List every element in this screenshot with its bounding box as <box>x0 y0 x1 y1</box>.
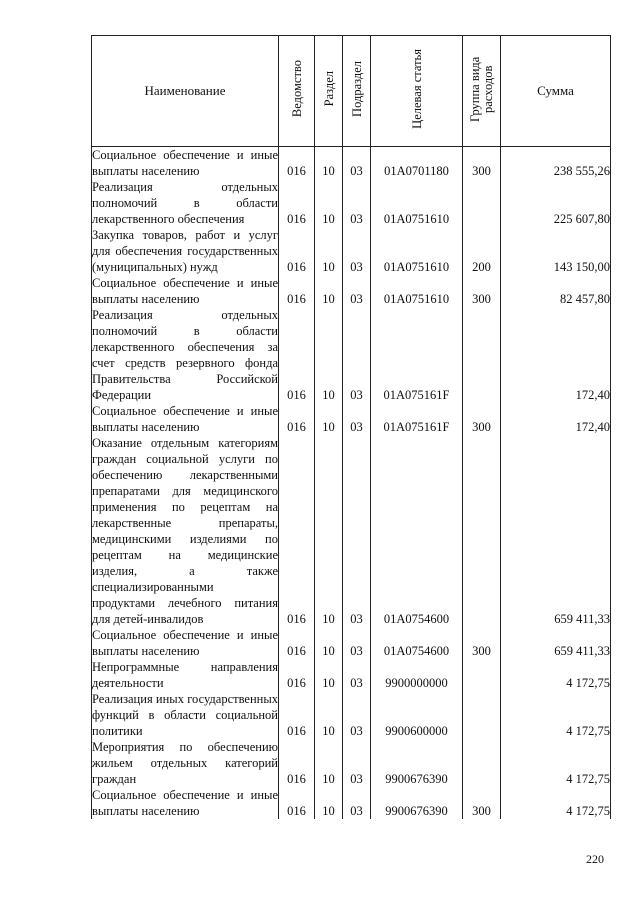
row-podrazdel: 03 <box>343 659 371 691</box>
row-podrazdel: 03 <box>343 227 371 275</box>
row-name: Мероприятия по обеспечению жильем отдельных категорий граждан <box>92 740 278 786</box>
row-sum: 172,40 <box>501 307 611 403</box>
row-target: 01А0754600 <box>371 627 463 659</box>
row-sum: 225 607,80 <box>501 179 611 227</box>
row-target: 9900000000 <box>371 659 463 691</box>
row-group <box>463 179 501 227</box>
row-sum: 4 172,75 <box>501 659 611 691</box>
row-group: 300 <box>463 403 501 435</box>
row-razdel: 10 <box>315 275 343 307</box>
table-row <box>92 739 611 787</box>
row-sum: 238 555,26 <box>501 147 611 180</box>
row-podrazdel: 03 <box>343 147 371 180</box>
row-vedomstvo: 016 <box>279 435 315 627</box>
table-row <box>92 627 611 659</box>
header-row <box>92 36 611 147</box>
row-target: 01А0751610 <box>371 227 463 275</box>
table-row <box>92 659 611 691</box>
row-target: 01А0701180 <box>371 147 463 180</box>
header-name: Наименование <box>92 36 279 147</box>
row-name: Реализация отдельных полномочий в области лекарственного обеспечения за счет средств резервного фонда Правительства Российской Федерации <box>92 308 278 402</box>
row-razdel: 10 <box>315 435 343 627</box>
row-razdel: 10 <box>315 691 343 739</box>
row-podrazdel: 03 <box>343 435 371 627</box>
table-row <box>92 227 611 275</box>
row-name: Социальное обеспечение и иные выплаты населению <box>92 628 278 658</box>
row-razdel: 10 <box>315 307 343 403</box>
row-group <box>463 435 501 627</box>
row-group <box>463 739 501 787</box>
row-group <box>463 691 501 739</box>
row-vedomstvo: 016 <box>279 179 315 227</box>
header-target: Целевая статья <box>371 36 463 147</box>
row-vedomstvo: 016 <box>279 787 315 819</box>
row-vedomstvo: 016 <box>279 227 315 275</box>
row-podrazdel: 03 <box>343 307 371 403</box>
row-name: Оказание отдельным категориям граждан социальной услуги по обеспечению лекарственными препаратами для медицинского применения по рецептам на лекарственные препараты, медицинскими изделиями по рецептам на медицинские изделия, а также специализированными продуктами лечебного питания для детей-инвалидов <box>92 436 278 626</box>
row-target: 01А075161F <box>371 403 463 435</box>
table-row <box>92 147 611 180</box>
page-number: 220 <box>586 852 604 866</box>
row-razdel: 10 <box>315 659 343 691</box>
row-target: 01А075161F <box>371 307 463 403</box>
row-target: 01А0754600 <box>371 435 463 627</box>
row-name: Закупка товаров, работ и услуг для обеспечения государственных (муниципальных) нужд <box>92 228 278 274</box>
row-razdel: 10 <box>315 227 343 275</box>
row-name: Социальное обеспечение и иные выплаты населению <box>92 404 278 434</box>
row-target: 01А0751610 <box>371 275 463 307</box>
row-group <box>463 659 501 691</box>
row-sum: 4 172,75 <box>501 691 611 739</box>
row-group: 300 <box>463 787 501 819</box>
row-razdel: 10 <box>315 787 343 819</box>
row-target: 9900600000 <box>371 691 463 739</box>
row-podrazdel: 03 <box>343 739 371 787</box>
budget-table <box>91 35 611 819</box>
row-vedomstvo: 016 <box>279 691 315 739</box>
row-name: Реализация отдельных полномочий в области лекарственного обеспечения <box>92 180 278 226</box>
row-sum: 143 150,00 <box>501 227 611 275</box>
row-vedomstvo: 016 <box>279 659 315 691</box>
row-vedomstvo: 016 <box>279 627 315 659</box>
row-podrazdel: 03 <box>343 627 371 659</box>
table-row <box>92 179 611 227</box>
row-vedomstvo: 016 <box>279 403 315 435</box>
header-sum: Сумма <box>501 36 611 147</box>
row-name: Реализация иных государственных функций в области социальной политики <box>92 692 278 738</box>
row-vedomstvo: 016 <box>279 307 315 403</box>
table-row <box>92 307 611 403</box>
row-sum: 4 172,75 <box>501 739 611 787</box>
row-podrazdel: 03 <box>343 403 371 435</box>
row-podrazdel: 03 <box>343 787 371 819</box>
row-podrazdel: 03 <box>343 691 371 739</box>
row-razdel: 10 <box>315 179 343 227</box>
table-row <box>92 435 611 627</box>
row-target: 01А0751610 <box>371 179 463 227</box>
row-podrazdel: 03 <box>343 275 371 307</box>
header-group: Группа вида расходов <box>463 36 501 147</box>
row-vedomstvo: 016 <box>279 275 315 307</box>
header-razdel: Раздел <box>315 36 343 147</box>
row-podrazdel: 03 <box>343 179 371 227</box>
row-group: 300 <box>463 147 501 180</box>
row-vedomstvo: 016 <box>279 739 315 787</box>
row-razdel: 10 <box>315 403 343 435</box>
row-sum: 172,40 <box>501 403 611 435</box>
row-group <box>463 307 501 403</box>
row-vedomstvo: 016 <box>279 147 315 180</box>
row-sum: 82 457,80 <box>501 275 611 307</box>
row-sum: 659 411,33 <box>501 435 611 627</box>
row-razdel: 10 <box>315 739 343 787</box>
row-name: Социальное обеспечение и иные выплаты населению <box>92 788 278 818</box>
row-name: Социальное обеспечение и иные выплаты населению <box>92 276 278 306</box>
row-sum: 4 172,75 <box>501 787 611 819</box>
row-group: 300 <box>463 275 501 307</box>
table-row <box>92 691 611 739</box>
table-row <box>92 787 611 819</box>
row-razdel: 10 <box>315 147 343 180</box>
row-sum: 659 411,33 <box>501 627 611 659</box>
row-target: 9900676390 <box>371 739 463 787</box>
table-row <box>92 275 611 307</box>
header-podrazdel: Подраздел <box>343 36 371 147</box>
row-name: Непрограммные направления деятельности <box>92 660 278 690</box>
header-vedomstvo: Ведомство <box>279 36 315 147</box>
row-razdel: 10 <box>315 627 343 659</box>
table-row <box>92 403 611 435</box>
row-name: Социальное обеспечение и иные выплаты населению <box>92 148 278 178</box>
row-group: 200 <box>463 227 501 275</box>
row-target: 9900676390 <box>371 787 463 819</box>
row-group: 300 <box>463 627 501 659</box>
